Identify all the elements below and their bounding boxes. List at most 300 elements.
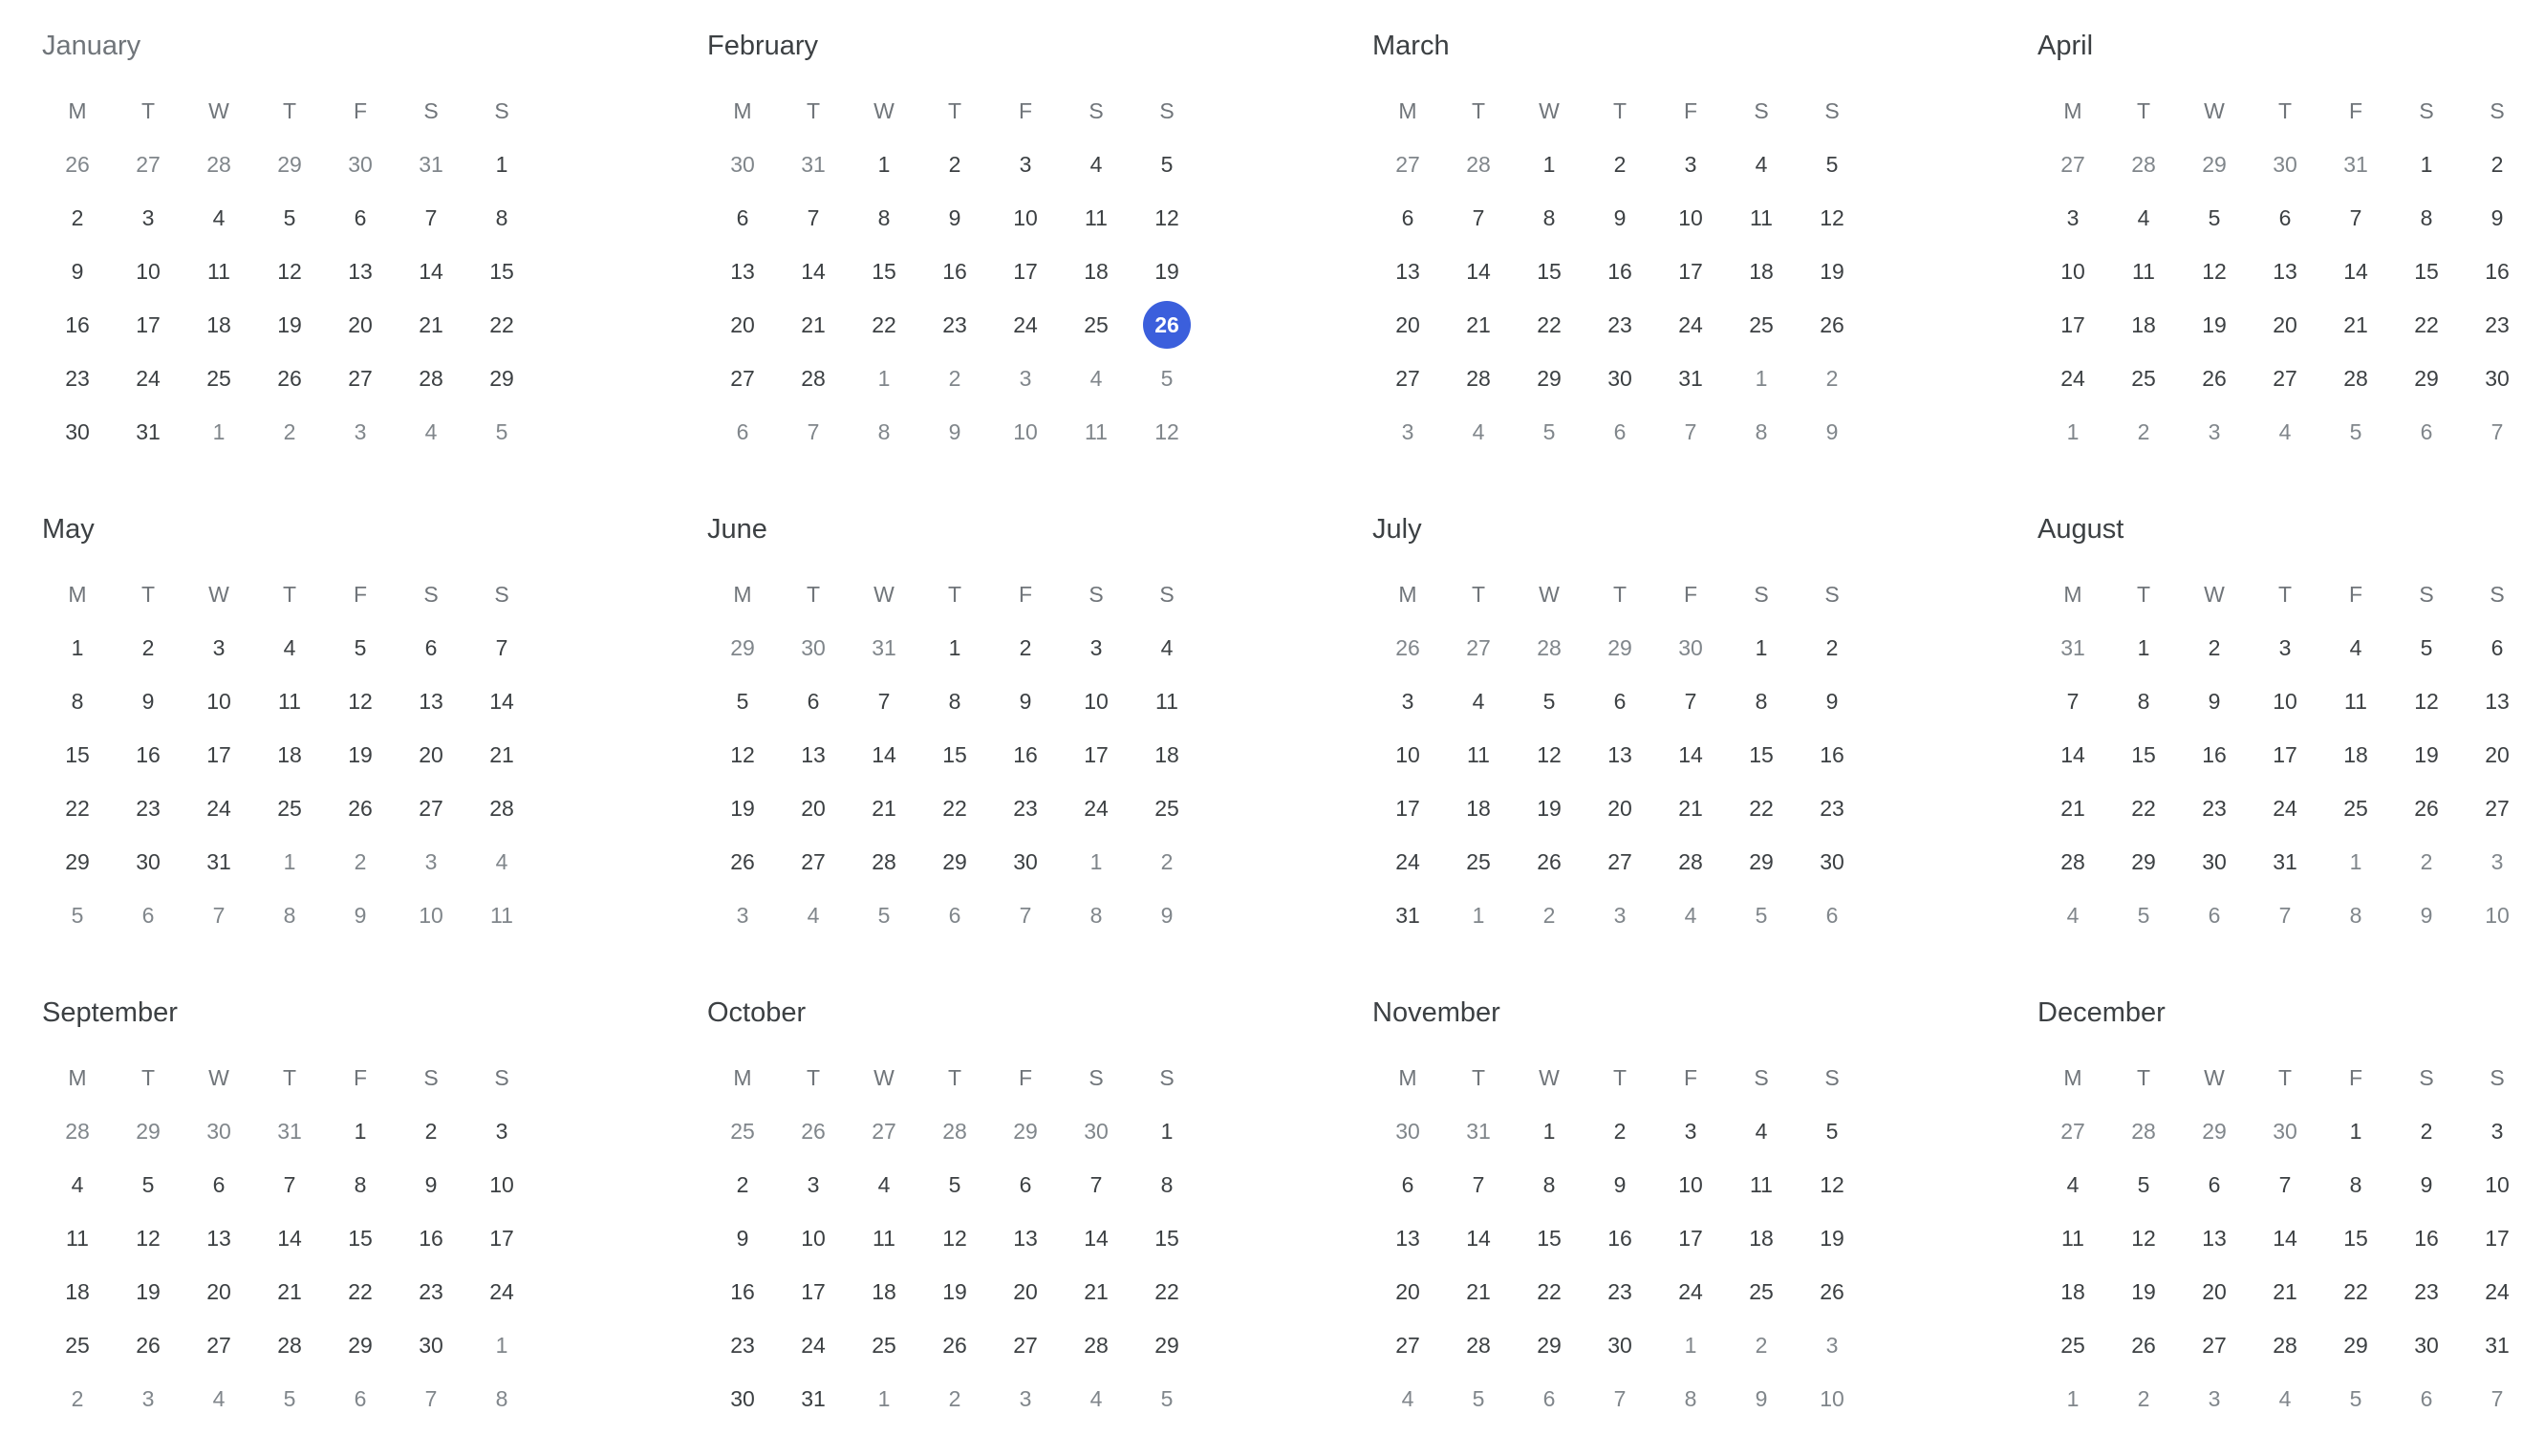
day-cell[interactable] bbox=[778, 835, 849, 889]
day-cell[interactable] bbox=[2320, 352, 2391, 405]
day-cell[interactable] bbox=[325, 621, 396, 674]
day-cell-adjacent-month[interactable] bbox=[1132, 352, 1202, 405]
day-cell[interactable] bbox=[2391, 728, 2462, 782]
day-cell[interactable] bbox=[849, 138, 919, 191]
day-cell[interactable] bbox=[707, 298, 778, 352]
day-cell-adjacent-month[interactable] bbox=[919, 1372, 990, 1425]
day-cell[interactable] bbox=[2108, 782, 2179, 835]
day-cell[interactable] bbox=[2462, 782, 2533, 835]
day-cell[interactable] bbox=[1585, 191, 1655, 245]
day-cell[interactable] bbox=[466, 1158, 537, 1211]
day-cell[interactable] bbox=[1585, 298, 1655, 352]
day-cell[interactable] bbox=[919, 621, 990, 674]
month-title[interactable]: March bbox=[1372, 31, 1450, 61]
day-cell-adjacent-month[interactable] bbox=[2108, 1104, 2179, 1158]
day-cell[interactable] bbox=[2108, 298, 2179, 352]
day-cell[interactable] bbox=[1372, 1265, 1443, 1318]
day-cell[interactable] bbox=[1372, 245, 1443, 298]
day-cell-adjacent-month[interactable] bbox=[1655, 405, 1726, 459]
day-cell[interactable] bbox=[325, 1318, 396, 1372]
day-cell[interactable] bbox=[778, 728, 849, 782]
day-cell[interactable] bbox=[2462, 138, 2533, 191]
day-cell-adjacent-month[interactable] bbox=[1655, 1372, 1726, 1425]
day-cell[interactable] bbox=[849, 298, 919, 352]
day-cell[interactable] bbox=[849, 1211, 919, 1265]
day-cell[interactable] bbox=[1372, 782, 1443, 835]
day-cell[interactable] bbox=[42, 405, 113, 459]
day-cell[interactable] bbox=[2250, 1158, 2320, 1211]
day-cell[interactable] bbox=[2320, 1318, 2391, 1372]
day-cell[interactable] bbox=[778, 352, 849, 405]
day-cell[interactable] bbox=[707, 782, 778, 835]
day-cell[interactable] bbox=[2108, 1158, 2179, 1211]
day-cell[interactable] bbox=[919, 298, 990, 352]
day-cell[interactable] bbox=[990, 621, 1061, 674]
day-cell[interactable] bbox=[2179, 191, 2250, 245]
day-cell-adjacent-month[interactable] bbox=[707, 405, 778, 459]
day-cell[interactable] bbox=[1797, 138, 1867, 191]
day-cell[interactable] bbox=[1061, 245, 1132, 298]
day-cell[interactable] bbox=[254, 782, 325, 835]
day-cell[interactable] bbox=[919, 1318, 990, 1372]
day-cell-adjacent-month[interactable] bbox=[325, 889, 396, 942]
day-cell[interactable] bbox=[42, 835, 113, 889]
day-cell[interactable] bbox=[113, 728, 183, 782]
day-cell[interactable] bbox=[466, 621, 537, 674]
day-cell[interactable] bbox=[113, 782, 183, 835]
day-cell[interactable] bbox=[2037, 1318, 2108, 1372]
day-cell[interactable] bbox=[1061, 191, 1132, 245]
day-cell[interactable] bbox=[990, 1265, 1061, 1318]
day-cell[interactable] bbox=[466, 352, 537, 405]
day-cell[interactable] bbox=[849, 1158, 919, 1211]
day-cell[interactable] bbox=[2462, 728, 2533, 782]
day-cell[interactable] bbox=[325, 191, 396, 245]
day-cell-adjacent-month[interactable] bbox=[1132, 405, 1202, 459]
day-cell[interactable] bbox=[778, 1211, 849, 1265]
day-cell-adjacent-month[interactable] bbox=[42, 1104, 113, 1158]
day-cell[interactable] bbox=[2179, 1211, 2250, 1265]
day-cell-adjacent-month[interactable] bbox=[1726, 889, 1797, 942]
day-cell[interactable] bbox=[1726, 298, 1797, 352]
day-cell[interactable] bbox=[2320, 1211, 2391, 1265]
day-cell-adjacent-month[interactable] bbox=[113, 1372, 183, 1425]
day-cell[interactable] bbox=[1514, 835, 1585, 889]
day-cell[interactable] bbox=[2250, 621, 2320, 674]
day-cell-adjacent-month[interactable] bbox=[2179, 138, 2250, 191]
day-cell[interactable] bbox=[113, 1318, 183, 1372]
day-cell[interactable] bbox=[113, 405, 183, 459]
day-cell[interactable] bbox=[707, 1265, 778, 1318]
day-cell[interactable] bbox=[1514, 728, 1585, 782]
day-cell-adjacent-month[interactable] bbox=[466, 889, 537, 942]
day-cell[interactable] bbox=[2037, 245, 2108, 298]
day-cell[interactable] bbox=[1443, 245, 1514, 298]
day-cell[interactable] bbox=[42, 1158, 113, 1211]
day-cell[interactable] bbox=[2179, 245, 2250, 298]
day-cell-adjacent-month[interactable] bbox=[2108, 138, 2179, 191]
day-cell[interactable] bbox=[2391, 191, 2462, 245]
day-cell-adjacent-month[interactable] bbox=[183, 138, 254, 191]
day-cell[interactable] bbox=[1655, 728, 1726, 782]
day-cell-adjacent-month[interactable] bbox=[396, 889, 466, 942]
day-cell[interactable] bbox=[113, 1158, 183, 1211]
day-cell[interactable] bbox=[2108, 191, 2179, 245]
day-cell-adjacent-month[interactable] bbox=[1585, 621, 1655, 674]
day-cell-adjacent-month[interactable] bbox=[466, 405, 537, 459]
day-cell[interactable] bbox=[1655, 245, 1726, 298]
day-cell[interactable] bbox=[1797, 782, 1867, 835]
day-cell[interactable] bbox=[990, 138, 1061, 191]
day-cell[interactable] bbox=[396, 782, 466, 835]
day-cell[interactable] bbox=[2037, 191, 2108, 245]
day-cell[interactable] bbox=[325, 1211, 396, 1265]
day-cell[interactable] bbox=[183, 1158, 254, 1211]
day-cell[interactable] bbox=[2462, 245, 2533, 298]
day-cell[interactable] bbox=[1797, 835, 1867, 889]
day-cell[interactable] bbox=[183, 782, 254, 835]
day-cell[interactable] bbox=[1726, 245, 1797, 298]
day-cell[interactable] bbox=[183, 728, 254, 782]
day-cell-adjacent-month[interactable] bbox=[466, 1372, 537, 1425]
day-cell[interactable] bbox=[2250, 782, 2320, 835]
day-cell-adjacent-month[interactable] bbox=[2462, 1372, 2533, 1425]
day-cell[interactable] bbox=[1514, 1265, 1585, 1318]
day-cell[interactable] bbox=[183, 352, 254, 405]
day-cell[interactable] bbox=[1514, 1158, 1585, 1211]
day-cell[interactable] bbox=[1655, 1104, 1726, 1158]
day-cell[interactable] bbox=[2108, 1265, 2179, 1318]
day-cell[interactable] bbox=[1132, 674, 1202, 728]
day-cell[interactable] bbox=[466, 1104, 537, 1158]
day-cell-adjacent-month[interactable] bbox=[2037, 889, 2108, 942]
day-cell[interactable] bbox=[396, 352, 466, 405]
day-cell[interactable] bbox=[1585, 782, 1655, 835]
day-cell[interactable] bbox=[2320, 782, 2391, 835]
day-cell[interactable] bbox=[2037, 1211, 2108, 1265]
day-cell-adjacent-month[interactable] bbox=[42, 889, 113, 942]
day-cell[interactable] bbox=[183, 245, 254, 298]
day-cell[interactable] bbox=[1797, 674, 1867, 728]
day-cell-adjacent-month[interactable] bbox=[1726, 352, 1797, 405]
day-cell-adjacent-month[interactable] bbox=[1726, 1318, 1797, 1372]
day-cell[interactable] bbox=[1372, 352, 1443, 405]
day-cell[interactable] bbox=[707, 1372, 778, 1425]
day-cell[interactable] bbox=[42, 674, 113, 728]
day-cell-adjacent-month[interactable] bbox=[2108, 889, 2179, 942]
day-cell[interactable] bbox=[396, 191, 466, 245]
day-cell[interactable] bbox=[1726, 674, 1797, 728]
day-cell-adjacent-month[interactable] bbox=[2391, 1372, 2462, 1425]
day-cell-adjacent-month[interactable] bbox=[1514, 889, 1585, 942]
day-cell-adjacent-month[interactable] bbox=[849, 889, 919, 942]
day-cell[interactable] bbox=[183, 674, 254, 728]
day-cell[interactable] bbox=[1585, 1318, 1655, 1372]
day-cell[interactable] bbox=[1132, 621, 1202, 674]
day-cell[interactable] bbox=[849, 1265, 919, 1318]
month-title[interactable]: December bbox=[2037, 997, 2166, 1028]
month-title[interactable]: October bbox=[707, 997, 807, 1028]
day-cell[interactable] bbox=[2462, 1211, 2533, 1265]
month-title[interactable]: July bbox=[1372, 514, 1422, 545]
day-cell[interactable] bbox=[1585, 245, 1655, 298]
day-cell-adjacent-month[interactable] bbox=[113, 889, 183, 942]
day-cell-adjacent-month[interactable] bbox=[778, 1104, 849, 1158]
day-cell[interactable] bbox=[466, 191, 537, 245]
day-cell[interactable] bbox=[1061, 728, 1132, 782]
day-cell[interactable] bbox=[1726, 138, 1797, 191]
day-cell[interactable] bbox=[1061, 298, 1132, 352]
day-cell[interactable] bbox=[990, 1158, 1061, 1211]
day-cell[interactable] bbox=[707, 1158, 778, 1211]
day-cell[interactable] bbox=[1372, 1211, 1443, 1265]
day-cell[interactable] bbox=[183, 1265, 254, 1318]
day-cell[interactable] bbox=[1514, 138, 1585, 191]
day-cell-adjacent-month[interactable] bbox=[707, 1104, 778, 1158]
day-cell-adjacent-month[interactable] bbox=[1443, 1372, 1514, 1425]
day-cell[interactable] bbox=[2108, 728, 2179, 782]
day-cell-adjacent-month[interactable] bbox=[2250, 138, 2320, 191]
day-cell[interactable] bbox=[325, 245, 396, 298]
day-cell-adjacent-month[interactable] bbox=[1061, 352, 1132, 405]
day-cell-adjacent-month[interactable] bbox=[2391, 405, 2462, 459]
day-cell[interactable] bbox=[919, 138, 990, 191]
day-cell[interactable] bbox=[2462, 191, 2533, 245]
day-cell-adjacent-month[interactable] bbox=[396, 1372, 466, 1425]
day-cell[interactable] bbox=[2037, 728, 2108, 782]
day-cell[interactable] bbox=[707, 835, 778, 889]
day-cell-adjacent-month[interactable] bbox=[707, 138, 778, 191]
day-cell[interactable] bbox=[254, 352, 325, 405]
day-cell[interactable] bbox=[113, 621, 183, 674]
day-cell[interactable] bbox=[2179, 674, 2250, 728]
day-cell[interactable] bbox=[2179, 835, 2250, 889]
day-cell[interactable] bbox=[396, 245, 466, 298]
month-title[interactable]: February bbox=[707, 31, 819, 61]
day-cell-adjacent-month[interactable] bbox=[42, 138, 113, 191]
day-cell-adjacent-month[interactable] bbox=[1443, 138, 1514, 191]
day-cell-adjacent-month[interactable] bbox=[990, 1104, 1061, 1158]
day-cell-adjacent-month[interactable] bbox=[778, 889, 849, 942]
day-cell[interactable] bbox=[2462, 1265, 2533, 1318]
day-cell-adjacent-month[interactable] bbox=[113, 1104, 183, 1158]
day-cell[interactable] bbox=[325, 782, 396, 835]
day-cell[interactable] bbox=[42, 1265, 113, 1318]
day-cell[interactable] bbox=[1132, 782, 1202, 835]
month-title[interactable]: April bbox=[2037, 31, 2094, 61]
day-cell[interactable] bbox=[2108, 835, 2179, 889]
day-cell-adjacent-month[interactable] bbox=[2320, 138, 2391, 191]
day-cell[interactable] bbox=[42, 298, 113, 352]
day-cell[interactable] bbox=[2179, 1158, 2250, 1211]
day-cell-adjacent-month[interactable] bbox=[396, 138, 466, 191]
day-cell[interactable] bbox=[2179, 782, 2250, 835]
day-cell[interactable] bbox=[990, 298, 1061, 352]
day-cell[interactable] bbox=[396, 298, 466, 352]
month-title[interactable]: May bbox=[42, 514, 95, 545]
day-cell[interactable] bbox=[1372, 298, 1443, 352]
day-cell[interactable] bbox=[1655, 298, 1726, 352]
day-cell[interactable] bbox=[2250, 191, 2320, 245]
day-cell[interactable] bbox=[42, 191, 113, 245]
day-cell[interactable] bbox=[2320, 1158, 2391, 1211]
day-cell[interactable] bbox=[1797, 728, 1867, 782]
day-cell[interactable] bbox=[1726, 1158, 1797, 1211]
day-cell[interactable] bbox=[2108, 245, 2179, 298]
day-cell[interactable] bbox=[1585, 1211, 1655, 1265]
day-cell[interactable] bbox=[919, 1211, 990, 1265]
day-cell-adjacent-month[interactable] bbox=[2037, 138, 2108, 191]
day-cell[interactable] bbox=[778, 674, 849, 728]
day-cell-adjacent-month[interactable] bbox=[1372, 1104, 1443, 1158]
day-cell[interactable] bbox=[849, 835, 919, 889]
day-cell[interactable] bbox=[1797, 298, 1867, 352]
day-cell[interactable] bbox=[2462, 1318, 2533, 1372]
day-cell[interactable] bbox=[1443, 782, 1514, 835]
day-cell[interactable] bbox=[1585, 674, 1655, 728]
day-cell[interactable] bbox=[1061, 782, 1132, 835]
day-cell-adjacent-month[interactable] bbox=[778, 138, 849, 191]
day-cell-today[interactable] bbox=[1132, 298, 1202, 352]
day-cell-adjacent-month[interactable] bbox=[1585, 1372, 1655, 1425]
day-cell[interactable] bbox=[113, 245, 183, 298]
month-title[interactable]: August bbox=[2037, 514, 2124, 545]
day-cell[interactable] bbox=[849, 728, 919, 782]
day-cell[interactable] bbox=[778, 245, 849, 298]
day-cell[interactable] bbox=[2462, 1104, 2533, 1158]
day-cell[interactable] bbox=[1585, 1158, 1655, 1211]
day-cell-adjacent-month[interactable] bbox=[990, 889, 1061, 942]
day-cell[interactable] bbox=[2250, 298, 2320, 352]
day-cell-adjacent-month[interactable] bbox=[1797, 1318, 1867, 1372]
day-cell[interactable] bbox=[254, 1158, 325, 1211]
month-title[interactable]: January bbox=[42, 31, 141, 61]
day-cell-adjacent-month[interactable] bbox=[778, 405, 849, 459]
day-cell[interactable] bbox=[2179, 621, 2250, 674]
day-cell[interactable] bbox=[2391, 298, 2462, 352]
day-cell[interactable] bbox=[2179, 1318, 2250, 1372]
day-cell[interactable] bbox=[1585, 138, 1655, 191]
day-cell[interactable] bbox=[1514, 245, 1585, 298]
day-cell-adjacent-month[interactable] bbox=[849, 621, 919, 674]
day-cell[interactable] bbox=[2391, 1104, 2462, 1158]
day-cell[interactable] bbox=[2250, 1211, 2320, 1265]
day-cell-adjacent-month[interactable] bbox=[2320, 835, 2391, 889]
day-cell[interactable] bbox=[2391, 1265, 2462, 1318]
month-title[interactable]: September bbox=[42, 997, 178, 1028]
day-cell[interactable] bbox=[2391, 138, 2462, 191]
day-cell[interactable] bbox=[1514, 298, 1585, 352]
day-cell[interactable] bbox=[2391, 621, 2462, 674]
day-cell[interactable] bbox=[2391, 782, 2462, 835]
day-cell-adjacent-month[interactable] bbox=[919, 889, 990, 942]
day-cell[interactable] bbox=[1132, 1158, 1202, 1211]
day-cell-adjacent-month[interactable] bbox=[1514, 621, 1585, 674]
day-cell-adjacent-month[interactable] bbox=[1061, 835, 1132, 889]
day-cell[interactable] bbox=[1655, 1265, 1726, 1318]
day-cell-adjacent-month[interactable] bbox=[183, 1104, 254, 1158]
day-cell[interactable] bbox=[396, 728, 466, 782]
day-cell-adjacent-month[interactable] bbox=[1585, 405, 1655, 459]
day-cell-adjacent-month[interactable] bbox=[183, 1372, 254, 1425]
day-cell[interactable] bbox=[707, 1211, 778, 1265]
day-cell[interactable] bbox=[1655, 1211, 1726, 1265]
day-cell[interactable] bbox=[2108, 1211, 2179, 1265]
day-cell-adjacent-month[interactable] bbox=[2462, 405, 2533, 459]
day-cell[interactable] bbox=[1514, 1104, 1585, 1158]
day-cell-adjacent-month[interactable] bbox=[849, 352, 919, 405]
day-cell[interactable] bbox=[1132, 1211, 1202, 1265]
day-cell[interactable] bbox=[2108, 674, 2179, 728]
day-cell-adjacent-month[interactable] bbox=[254, 835, 325, 889]
day-cell[interactable] bbox=[396, 1318, 466, 1372]
day-cell[interactable] bbox=[113, 191, 183, 245]
day-cell[interactable] bbox=[1061, 621, 1132, 674]
day-cell[interactable] bbox=[2320, 191, 2391, 245]
day-cell[interactable] bbox=[254, 621, 325, 674]
day-cell-adjacent-month[interactable] bbox=[325, 138, 396, 191]
day-cell-adjacent-month[interactable] bbox=[1372, 405, 1443, 459]
day-cell[interactable] bbox=[2250, 674, 2320, 728]
day-cell[interactable] bbox=[2250, 728, 2320, 782]
day-cell[interactable] bbox=[1443, 1265, 1514, 1318]
day-cell-adjacent-month[interactable] bbox=[2108, 1372, 2179, 1425]
day-cell[interactable] bbox=[183, 1211, 254, 1265]
day-cell[interactable] bbox=[990, 245, 1061, 298]
day-cell[interactable] bbox=[1726, 1211, 1797, 1265]
day-cell[interactable] bbox=[1726, 835, 1797, 889]
day-cell-adjacent-month[interactable] bbox=[919, 352, 990, 405]
day-cell-adjacent-month[interactable] bbox=[1372, 1372, 1443, 1425]
day-cell-adjacent-month[interactable] bbox=[1061, 1104, 1132, 1158]
day-cell[interactable] bbox=[1797, 1104, 1867, 1158]
day-cell[interactable] bbox=[396, 1211, 466, 1265]
day-cell[interactable] bbox=[325, 352, 396, 405]
day-cell[interactable] bbox=[1061, 1211, 1132, 1265]
day-cell[interactable] bbox=[849, 782, 919, 835]
day-cell[interactable] bbox=[1372, 728, 1443, 782]
day-cell-adjacent-month[interactable] bbox=[849, 1372, 919, 1425]
day-cell[interactable] bbox=[1514, 1318, 1585, 1372]
day-cell[interactable] bbox=[1655, 352, 1726, 405]
day-cell[interactable] bbox=[919, 245, 990, 298]
day-cell-adjacent-month[interactable] bbox=[2320, 1372, 2391, 1425]
day-cell[interactable] bbox=[466, 1265, 537, 1318]
day-cell-adjacent-month[interactable] bbox=[1797, 889, 1867, 942]
day-cell-adjacent-month[interactable] bbox=[396, 405, 466, 459]
day-cell[interactable] bbox=[325, 674, 396, 728]
day-cell-adjacent-month[interactable] bbox=[1797, 1372, 1867, 1425]
day-cell[interactable] bbox=[2179, 1265, 2250, 1318]
day-cell[interactable] bbox=[2179, 352, 2250, 405]
day-cell-adjacent-month[interactable] bbox=[2462, 835, 2533, 889]
day-cell-adjacent-month[interactable] bbox=[254, 1104, 325, 1158]
day-cell[interactable] bbox=[254, 728, 325, 782]
day-cell[interactable] bbox=[113, 352, 183, 405]
day-cell[interactable] bbox=[396, 621, 466, 674]
day-cell-adjacent-month[interactable] bbox=[2037, 1104, 2108, 1158]
day-cell[interactable] bbox=[778, 191, 849, 245]
day-cell[interactable] bbox=[2108, 621, 2179, 674]
day-cell[interactable] bbox=[849, 674, 919, 728]
day-cell[interactable] bbox=[1132, 191, 1202, 245]
day-cell-adjacent-month[interactable] bbox=[2108, 405, 2179, 459]
day-cell[interactable] bbox=[1372, 1158, 1443, 1211]
day-cell-adjacent-month[interactable] bbox=[183, 889, 254, 942]
day-cell[interactable] bbox=[707, 674, 778, 728]
day-cell[interactable] bbox=[1655, 138, 1726, 191]
day-cell[interactable] bbox=[466, 298, 537, 352]
